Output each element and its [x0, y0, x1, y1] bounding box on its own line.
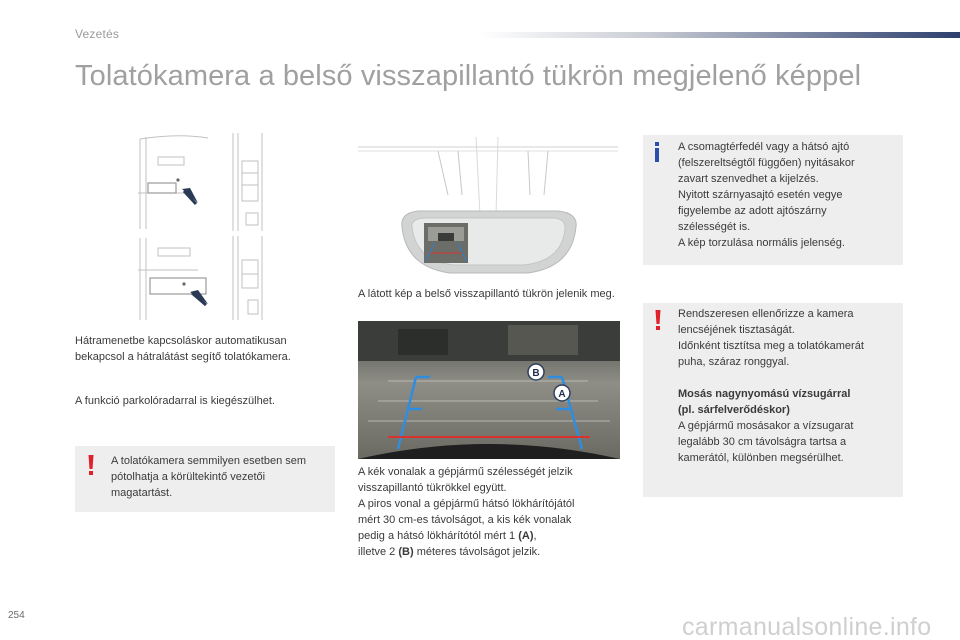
page-number: 254: [8, 610, 25, 621]
guide-caption-line-3: A piros vonal a gépjármű hátsó lökhárítójától: [358, 498, 575, 510]
header-bar: [480, 32, 960, 38]
left-paragraph-2: A funkció parkolóradarral is kiegészülhet.: [75, 395, 275, 407]
label-a: A: [558, 389, 566, 400]
info-icon: [652, 141, 662, 163]
camera-location-illustration-bottom: [138, 236, 278, 320]
rearview-mirror-illustration: [358, 135, 618, 282]
guide-caption-line-6: illetve 2 (B) méteres távolságot jelzik.: [358, 546, 541, 558]
right-warning-box: [643, 303, 903, 497]
guide-caption-line-4: mért 30 cm-es távolságot, a kis kék vonalak: [358, 514, 572, 526]
exclamation-icon: [86, 454, 96, 476]
left-warning-box: [75, 446, 335, 512]
page-title: Tolatókamera a belső visszapillantó tükrön megjelenő képpel: [75, 60, 862, 92]
section-label: Vezetés: [75, 27, 120, 41]
info-text: A csomagtérfedél vagy a hátsó ajtó (felszereltségtől függően) nyitásakor zavart szenvedhet a kijelzés. Nyitott szárnyasajtó esetén vegye figyelembe az adott ajtószárny szélességét is. A kép torzulása normális jelenség.: [678, 141, 855, 249]
label-b: B: [532, 368, 540, 379]
guide-lines-caption: [358, 464, 628, 560]
washing-subheading: Mosás nagynyomású vízsugárral: [678, 388, 851, 400]
guide-caption-line-5: pedig a hátsó lökhárítótól mért 1 (A),: [358, 530, 537, 542]
watermark: carmanualsonline.info: [682, 613, 932, 640]
mirror-caption: A látott kép a belső visszapillantó tükrön jelenik meg.: [358, 288, 615, 300]
guide-caption-line-2: visszapillantó tükrökkel együtt.: [358, 482, 507, 494]
warning-text: Rendszeresen ellenőrizze a kamera lencséjének tisztaságát. Időnként tisztítsa meg a tolatókamerát puha, száraz ronggyal. Mosás nagynyomású vízsugárral (pl. sárfelverődéskor) A gépjármű mosásakor a vízsugarat legalább 30 cm távolságra tartsa a kamerától, különben megsérülhet.: [678, 308, 864, 464]
left-warning-text: A tolatókamera semmilyen esetben sem pótolhatja a körültekintő vezetői magatartást.: [111, 455, 307, 499]
camera-view-image: [358, 321, 620, 459]
right-info-box: [643, 135, 903, 265]
exclamation-icon: [653, 309, 663, 331]
camera-location-illustration-top: [138, 133, 278, 231]
guide-caption-line-1: A kék vonalak a gépjármű szélességét jelzik: [358, 466, 573, 478]
left-paragraph-1: Hátramenetbe kapcsoláskor automatikusan bekapcsol a hátralátást segítő tolatókamera.: [75, 335, 291, 363]
